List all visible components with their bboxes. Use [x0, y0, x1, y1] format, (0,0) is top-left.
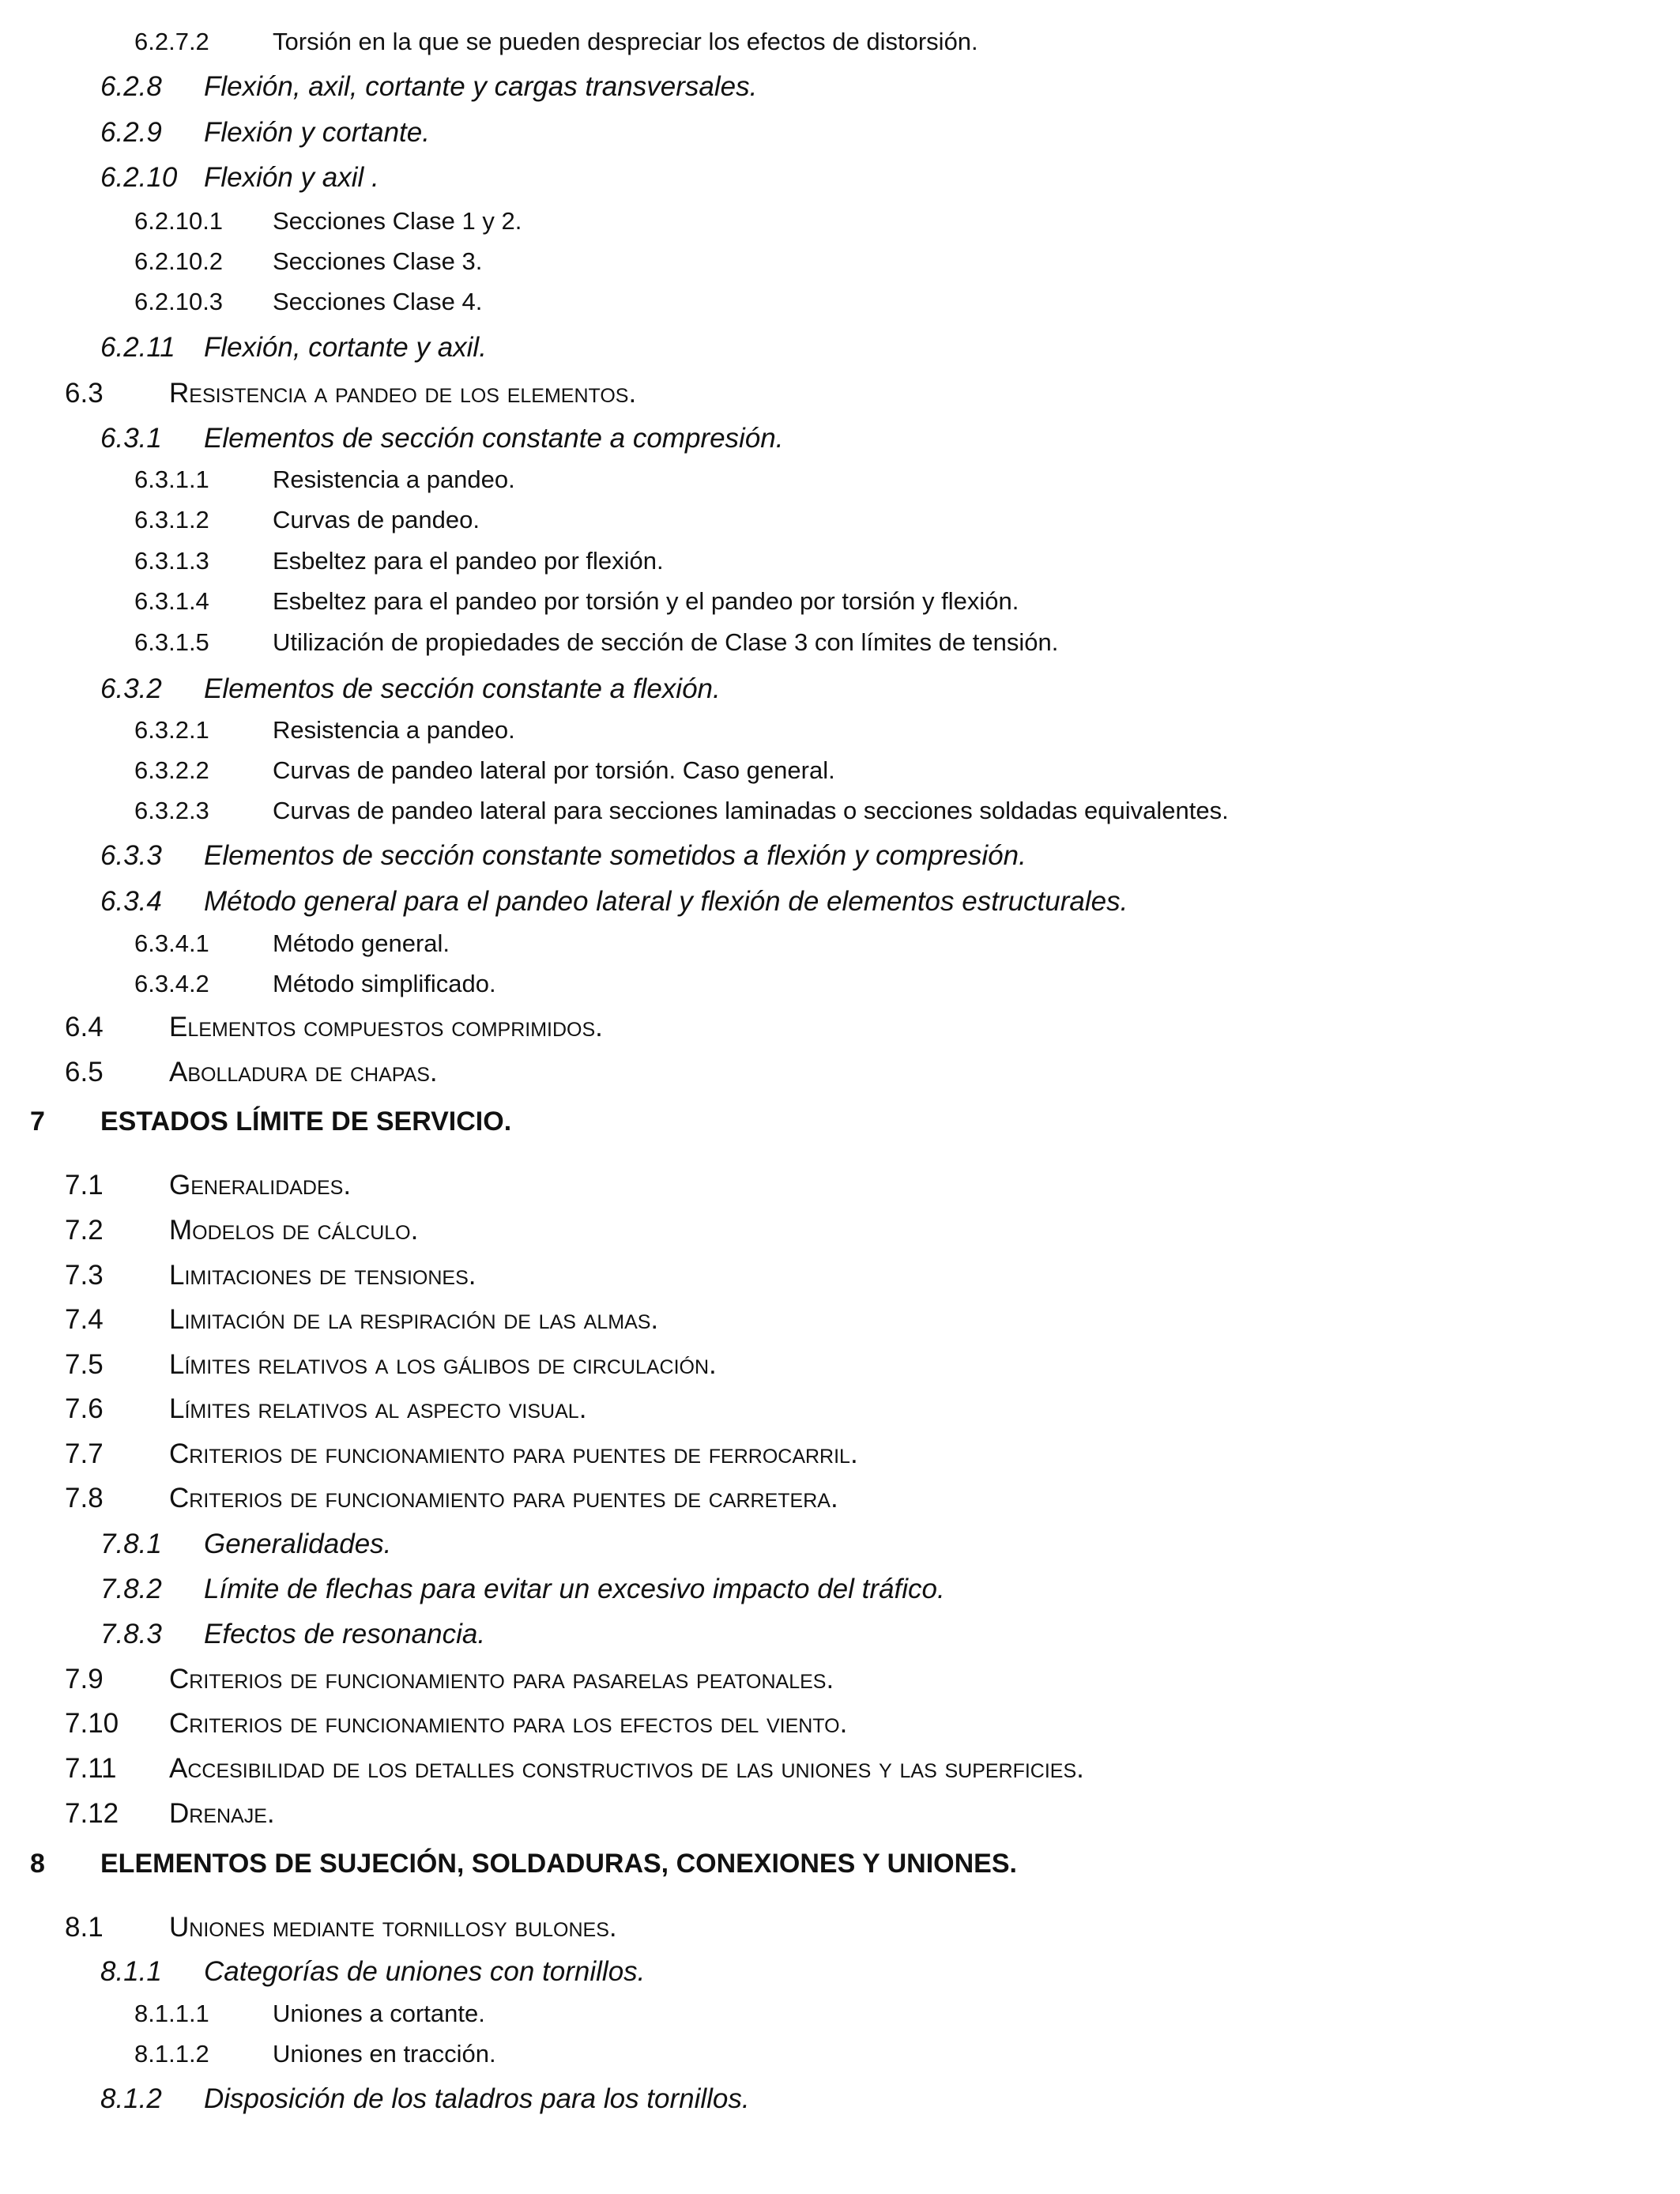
entry-number: 6.3.1.2 — [134, 506, 209, 533]
entry-number: 6.2.7.2 — [134, 28, 209, 55]
entry-number: 6.2.9 — [100, 117, 162, 148]
entry-title: Modelos de cálculo. — [169, 1215, 419, 1246]
entry-number: 6.3.1.3 — [134, 547, 209, 575]
entry-number: 7.6 — [65, 1393, 104, 1424]
entry-number: 6.3.4.1 — [134, 929, 209, 957]
entry-number: 6.3.1.4 — [134, 587, 209, 615]
entry-title: Utilización de propiedades de sección de Clase 3 con límites de tensión. — [273, 628, 1059, 656]
entry-number: 8.1.2 — [100, 2083, 162, 2114]
entry-title: Método general. — [273, 929, 450, 957]
entry-number: 6.3.1.1 — [134, 466, 209, 493]
entry-title: Criterios de funcionamiento para los efectos del viento. — [169, 1708, 848, 1739]
entry-number: 6.3.1 — [100, 423, 162, 454]
entry-number: 6.3.3 — [100, 840, 162, 871]
entry-title: Método general para el pandeo lateral y flexión de elementos estructurales. — [204, 886, 1128, 917]
entry-number: 8.1.1.2 — [134, 2040, 209, 2068]
entry-title: Torsión en la que se pueden despreciar los efectos de distorsión. — [273, 28, 978, 55]
entry-number: 7.11 — [65, 1753, 117, 1784]
entry-title: Flexión, axil, cortante y cargas transversales. — [204, 71, 758, 102]
entry-title: Curvas de pandeo lateral por torsión. Caso general. — [273, 756, 835, 784]
entry-number: 6.3.1.5 — [134, 628, 209, 656]
entry-number: 7.2 — [65, 1215, 104, 1246]
entry-title: Generalidades. — [204, 1529, 392, 1559]
entry-number: 6.3 — [65, 378, 104, 409]
entry-title: Disposición de los taladros para los tornillos. — [204, 2083, 750, 2114]
entry-number: 6.3.2.2 — [134, 756, 209, 784]
entry-title: Secciones Clase 4. — [273, 288, 483, 315]
entry-title: Uniones mediante tornillosy bulones. — [169, 1912, 617, 1943]
entry-title: Resistencia a pandeo. — [273, 716, 515, 744]
entry-number: 8.1 — [65, 1912, 104, 1943]
entry-title: Límites relativos a los gálibos de circulación. — [169, 1349, 717, 1380]
entry-title: Método simplificado. — [273, 970, 496, 997]
entry-number: 7.3 — [65, 1260, 104, 1291]
entry-number: 7.7 — [65, 1438, 104, 1469]
entry-title: Elementos de sección constante a flexión. — [204, 673, 721, 704]
entry-title: Criterios de funcionamiento para puentes de ferrocarril. — [169, 1438, 858, 1469]
entry-title: Criterios de funcionamiento para pasarelas peatonales. — [169, 1664, 834, 1695]
entry-number: 7.1 — [65, 1170, 104, 1201]
entry-number: 6.3.2.1 — [134, 716, 209, 744]
entry-number: 6.3.4 — [100, 886, 162, 917]
entry-title: Esbeltez para el pandeo por flexión. — [273, 547, 664, 575]
entry-number: 6.3.2.3 — [134, 797, 209, 824]
entry-title: Abolladura de chapas. — [169, 1057, 438, 1088]
entry-title: Flexión y cortante. — [204, 117, 430, 148]
entry-number: 7.4 — [65, 1304, 104, 1335]
entry-number: 7.8 — [65, 1483, 104, 1514]
entry-number: 7 — [30, 1106, 45, 1137]
entry-number: 7.9 — [65, 1664, 104, 1695]
entry-title: Curvas de pandeo. — [273, 506, 480, 533]
entry-title: Resistencia a pandeo. — [273, 466, 515, 493]
entry-title: Accesibilidad de los detalles constructivos de las uniones y las superficies. — [169, 1753, 1084, 1784]
entry-number: 6.3.4.2 — [134, 970, 209, 997]
entry-title: Flexión y axil . — [204, 162, 379, 193]
entry-number: 7.8.3 — [100, 1619, 162, 1649]
entry-number: 8.1.1.1 — [134, 2000, 209, 2027]
entry-number: 6.2.10.1 — [134, 207, 224, 235]
entry-title: Límite de flechas para evitar un excesivo impacto del tráfico. — [204, 1574, 945, 1604]
entry-title: Elementos de sección constante sometidos a flexión y compresión. — [204, 840, 1026, 871]
entry-title: Flexión, cortante y axil. — [204, 332, 487, 363]
entry-title: Elementos de sección constante a compresión. — [204, 423, 784, 454]
entry-title: Curvas de pandeo lateral para secciones laminadas o secciones soldadas equivalentes. — [273, 797, 1229, 824]
entry-title: ELEMENTOS DE SUJECIÓN, SOLDADURAS, CONEXIONES Y UNIONES. — [100, 1849, 1017, 1879]
entry-title: Uniones en tracción. — [273, 2040, 496, 2068]
entry-title: Resistencia a pandeo de los elementos. — [169, 378, 637, 409]
entry-title: Limitación de la respiración de las almas. — [169, 1304, 659, 1335]
entry-title: Esbeltez para el pandeo por torsión y el pandeo por torsión y flexión. — [273, 587, 1019, 615]
entry-title: ESTADOS LÍMITE DE SERVICIO. — [100, 1106, 512, 1137]
entry-number: 7.5 — [65, 1349, 104, 1380]
entry-number: 8 — [30, 1849, 45, 1879]
entry-title: Límites relativos al aspecto visual. — [169, 1393, 587, 1424]
entry-number: 6.2.8 — [100, 71, 162, 102]
entry-title: Uniones a cortante. — [273, 2000, 485, 2027]
entry-title: Drenaje. — [169, 1798, 275, 1829]
entry-title: Elementos compuestos comprimidos. — [169, 1012, 603, 1042]
entry-title: Secciones Clase 1 y 2. — [273, 207, 522, 235]
entry-number: 6.2.10.2 — [134, 247, 224, 275]
entry-title: Efectos de resonancia. — [204, 1619, 486, 1649]
entry-title: Generalidades. — [169, 1170, 352, 1201]
entry-number: 7.8.2 — [100, 1574, 162, 1604]
entry-title: Secciones Clase 3. — [273, 247, 483, 275]
entry-title: Limitaciones de tensiones. — [169, 1260, 477, 1291]
entry-number: 6.3.2 — [100, 673, 162, 704]
entry-number: 6.2.10 — [100, 162, 178, 193]
entry-number: 7.8.1 — [100, 1529, 162, 1559]
entry-number: 7.10 — [65, 1708, 119, 1739]
entry-number: 6.4 — [65, 1012, 104, 1042]
entry-title: Criterios de funcionamiento para puentes de carretera. — [169, 1483, 838, 1514]
entry-number: 8.1.1 — [100, 1956, 162, 1987]
entry-number: 6.2.11 — [100, 332, 175, 363]
entry-number: 6.5 — [65, 1057, 104, 1088]
entry-title: Categorías de uniones con tornillos. — [204, 1956, 646, 1987]
entry-number: 7.12 — [65, 1798, 119, 1829]
entry-number: 6.2.10.3 — [134, 288, 224, 315]
